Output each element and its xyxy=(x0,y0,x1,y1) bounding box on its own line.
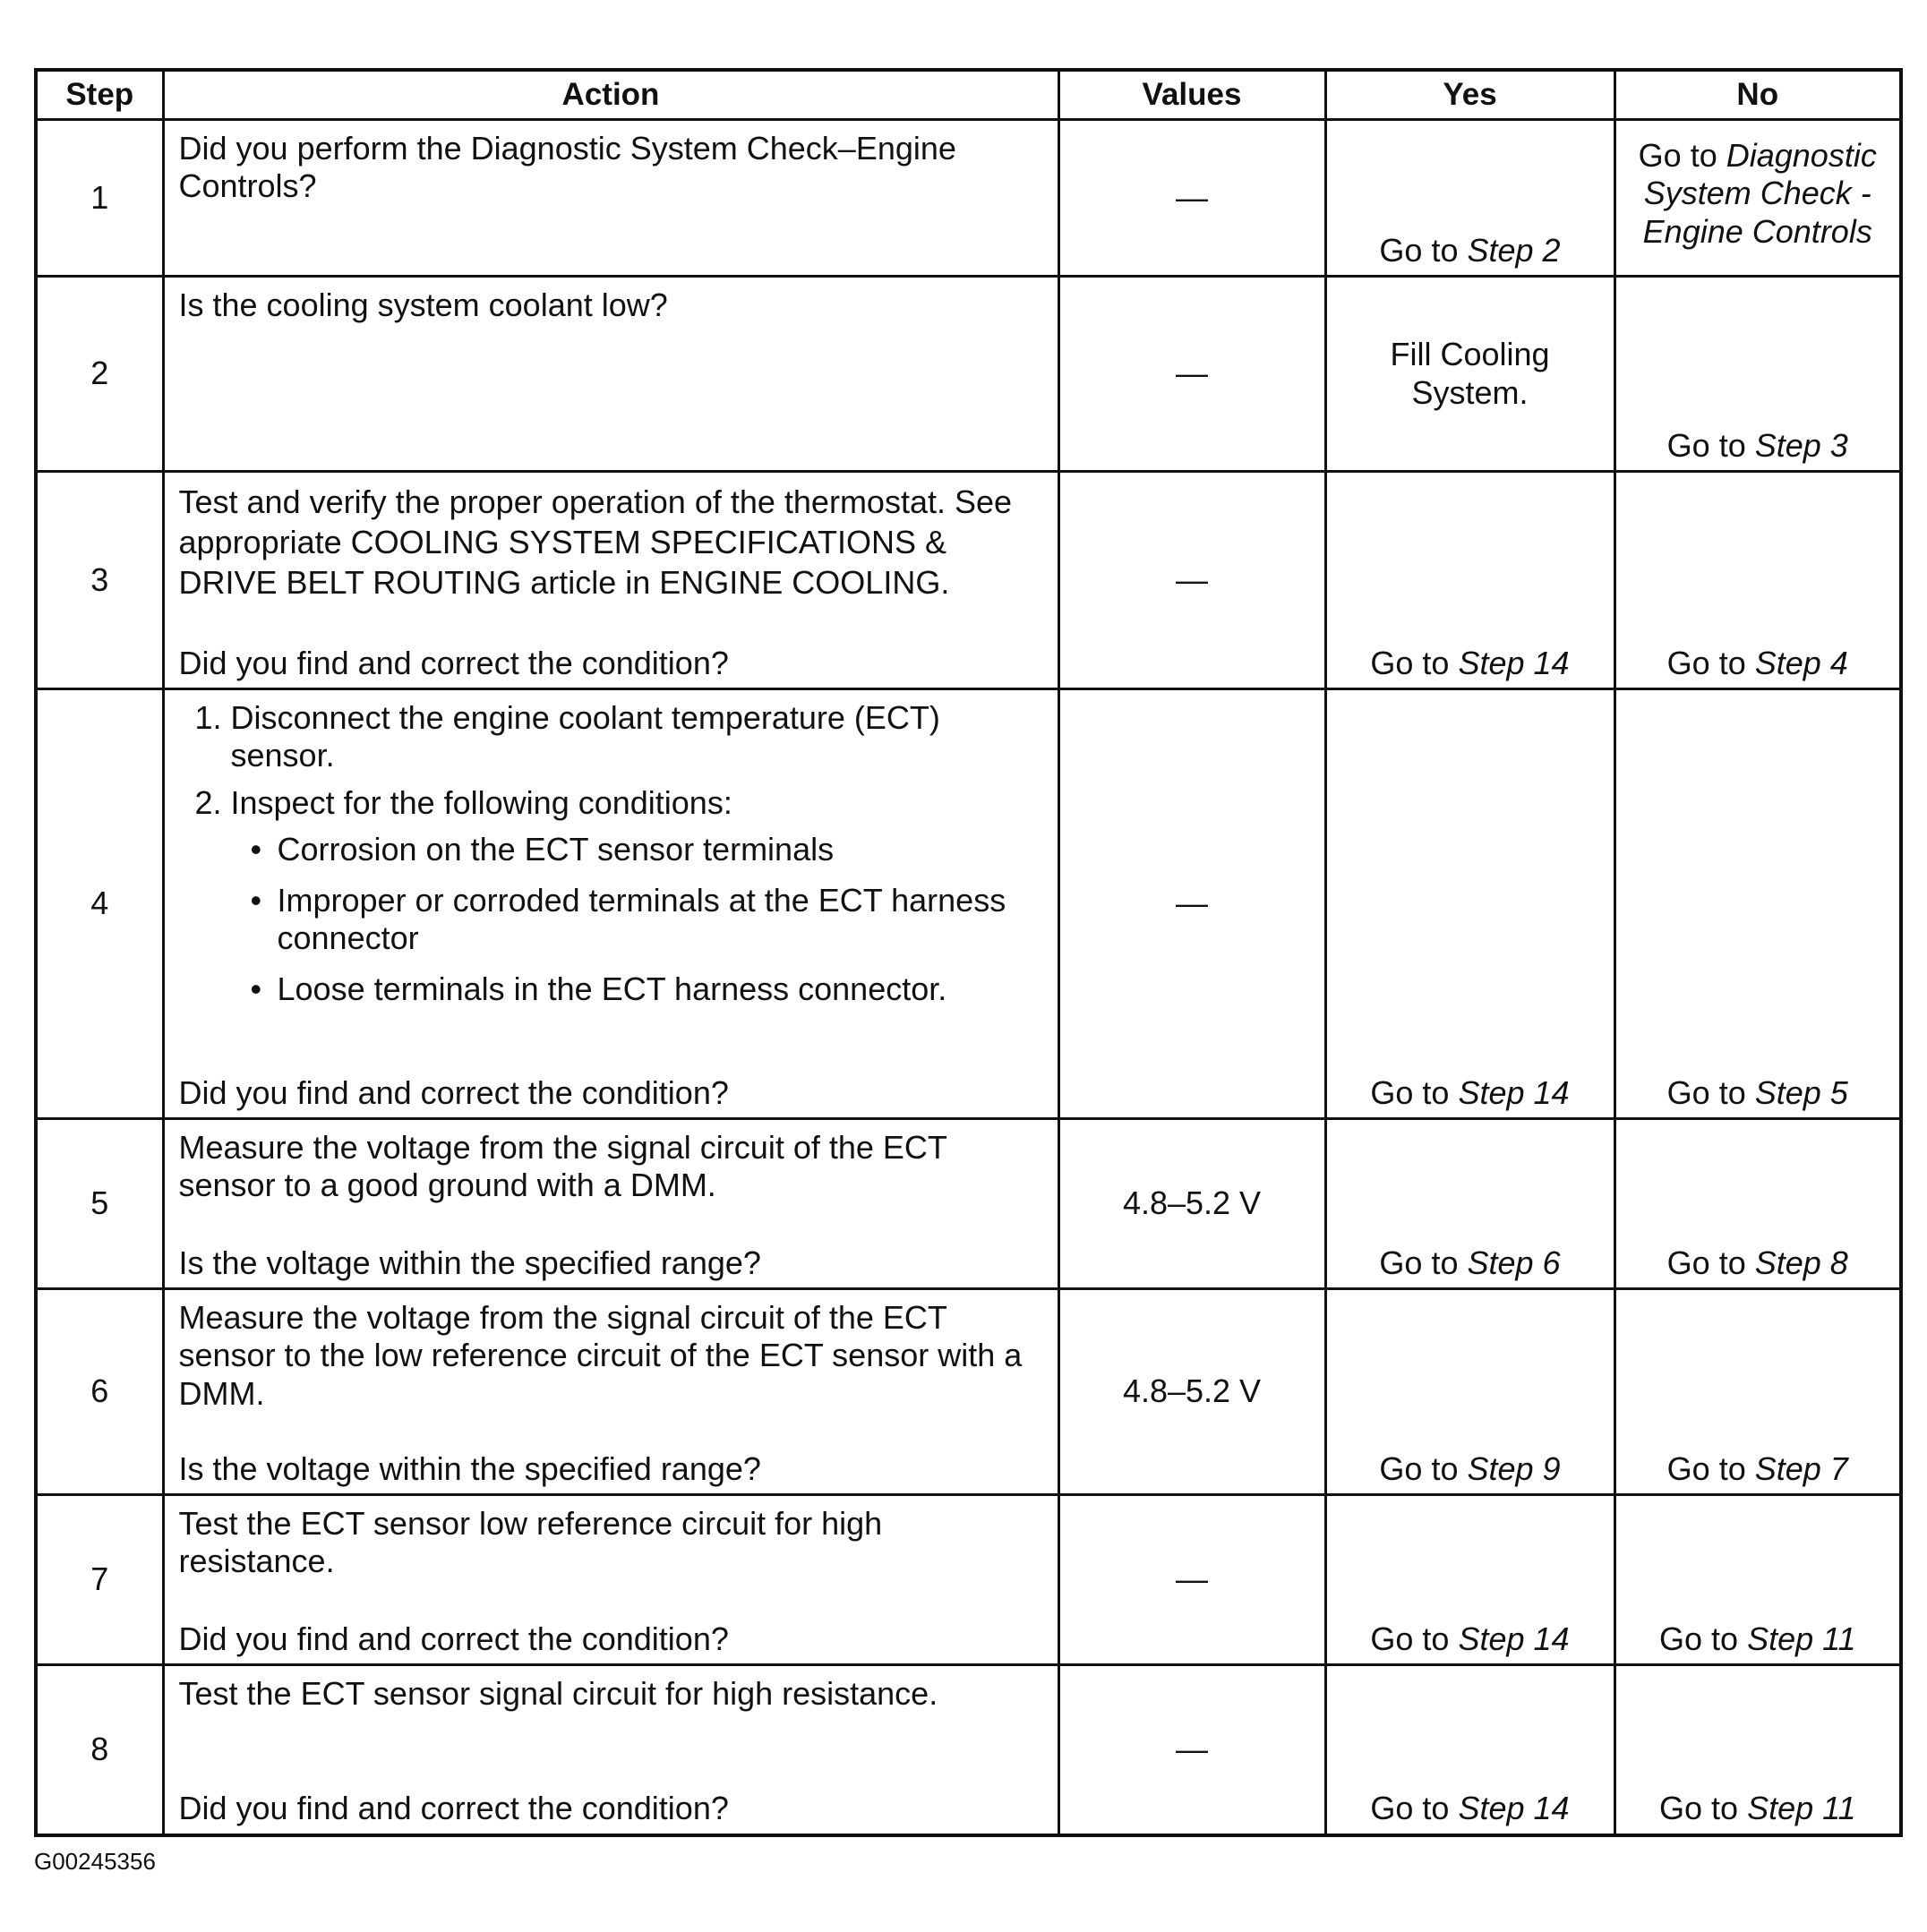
step-number: 5 xyxy=(36,1119,163,1289)
yes-step-link[interactable]: Step 14 xyxy=(1458,644,1570,681)
yes-step-link[interactable]: Step 9 xyxy=(1467,1449,1561,1487)
header-action: Action xyxy=(163,70,1058,120)
yes-step-link[interactable]: Step 14 xyxy=(1458,1073,1570,1111)
no-prefix: Go to xyxy=(1666,1449,1755,1487)
no-cell xyxy=(1614,120,1901,277)
action-question: Did you find and correct the condition? xyxy=(178,1073,729,1111)
list-item: 1. Disconnect the engine coolant temperature (ECT) sensor. xyxy=(231,699,1045,775)
value-cell: 4.8–5.2 V xyxy=(1058,1289,1325,1495)
table-row xyxy=(36,277,1901,472)
no-prefix: Go to xyxy=(1659,1790,1748,1827)
action-cell xyxy=(163,1119,1058,1289)
action-cell xyxy=(163,1495,1058,1665)
no-prefix: Go to xyxy=(1666,426,1755,464)
value-cell: — xyxy=(1058,1665,1325,1835)
no-cell xyxy=(1614,277,1901,472)
list-item: • Improper or corroded terminals at the ECT harness connector xyxy=(278,882,1045,958)
no-prefix: Go to xyxy=(1666,1073,1755,1111)
action-question: Is the voltage within the specified range? xyxy=(178,1244,761,1281)
list-item: • Corrosion on the ECT sensor terminals xyxy=(278,831,1045,868)
value-cell: — xyxy=(1058,277,1325,472)
table-row xyxy=(36,1495,1901,1665)
no-prefix: Go to xyxy=(1666,1244,1755,1281)
no-step-link[interactable]: Step 4 xyxy=(1754,644,1848,681)
diagnostic-table xyxy=(34,68,1903,1837)
no-step-link[interactable]: Step 7 xyxy=(1754,1449,1848,1487)
action-text: Measure the voltage from the signal circuit of the ECT sensor to the low reference circuit of the ECT sensor with a DMM. xyxy=(178,1299,1023,1412)
no-cell xyxy=(1614,1289,1901,1495)
yes-prefix: Go to xyxy=(1379,1244,1468,1281)
yes-cell: Fill Cooling System. xyxy=(1325,277,1614,472)
yes-prefix: Go to xyxy=(1370,1073,1459,1111)
yes-cell xyxy=(1325,1119,1614,1289)
yes-cell xyxy=(1325,1665,1614,1835)
step-number: 4 xyxy=(36,689,163,1119)
procedure-list xyxy=(179,699,1045,1008)
no-step-link[interactable]: Step 11 xyxy=(1747,1620,1856,1657)
yes-prefix: Go to xyxy=(1370,644,1459,681)
yes-step-link[interactable]: Step 14 xyxy=(1458,1790,1570,1827)
action-question: Did you find and correct the condition? xyxy=(178,644,729,681)
step-number: 8 xyxy=(36,1665,163,1835)
no-step-link[interactable]: Step 11 xyxy=(1747,1790,1856,1827)
yes-cell xyxy=(1325,1495,1614,1665)
action-text: Did you perform the Diagnostic System Check–Engine Controls? xyxy=(178,130,956,205)
yes-prefix: Go to xyxy=(1379,231,1468,269)
header-no: No xyxy=(1614,70,1901,120)
no-cell xyxy=(1614,1665,1901,1835)
table-row xyxy=(36,689,1901,1119)
yes-step-link[interactable]: Step 6 xyxy=(1467,1244,1561,1281)
action-cell xyxy=(163,1665,1058,1835)
action-text: Measure the voltage from the signal circuit of the ECT sensor to a good ground with a DMM. xyxy=(178,1129,947,1204)
no-cell xyxy=(1614,689,1901,1119)
yes-prefix: Go to xyxy=(1370,1620,1459,1657)
action-cell xyxy=(163,472,1058,689)
table-row xyxy=(36,1289,1901,1495)
list-item: 2. Inspect for the following conditions: • Corrosion on the ECT sensor terminals • Improper or corroded terminals at the ECT harness connector • Loose terminals in the ECT harness connector. xyxy=(231,784,1045,1008)
action-question: Is the voltage within the specified range? xyxy=(178,1449,761,1487)
yes-step-link[interactable]: Step 2 xyxy=(1467,231,1561,269)
no-prefix: Go to xyxy=(1659,1620,1748,1657)
action-text: Test and verify the proper operation of the thermostat. See appropriate COOLING SYSTEM SPECIFICATIONS & DRIVE BELT ROUTING article in ENGINE COOLING. xyxy=(178,483,1013,601)
value-cell: — xyxy=(1058,689,1325,1119)
table-row xyxy=(36,1119,1901,1289)
header-yes: Yes xyxy=(1325,70,1614,120)
header-row xyxy=(36,70,1901,120)
no-step-link[interactable]: Diagnostic System Check - Engine Controls xyxy=(1642,137,1877,250)
value-cell: 4.8–5.2 V xyxy=(1058,1119,1325,1289)
no-step-link[interactable]: Step 3 xyxy=(1754,426,1848,464)
value-cell: — xyxy=(1058,120,1325,277)
step-number: 7 xyxy=(36,1495,163,1665)
yes-step-link[interactable]: Step 14 xyxy=(1458,1620,1570,1657)
header-step: Step xyxy=(36,70,163,120)
step-number: 6 xyxy=(36,1289,163,1495)
action-cell xyxy=(163,120,1058,277)
step-number: 2 xyxy=(36,277,163,472)
value-cell: — xyxy=(1058,472,1325,689)
action-cell xyxy=(163,277,1058,472)
action-question: Did you find and correct the condition? xyxy=(178,1790,729,1827)
action-cell xyxy=(163,1289,1058,1495)
yes-cell xyxy=(1325,1289,1614,1495)
action-text: Test the ECT sensor low reference circuit for high resistance. xyxy=(178,1505,883,1580)
no-prefix: Go to xyxy=(1638,137,1726,174)
action-text: Test the ECT sensor signal circuit for high resistance. xyxy=(178,1675,938,1712)
no-cell xyxy=(1614,1119,1901,1289)
no-step-link[interactable]: Step 8 xyxy=(1754,1244,1848,1281)
value-cell: — xyxy=(1058,1495,1325,1665)
step-number: 3 xyxy=(36,472,163,689)
action-text: Is the cooling system coolant low? xyxy=(178,286,668,323)
action-question: Did you find and correct the condition? xyxy=(178,1620,729,1657)
list-item: • Loose terminals in the ECT harness connector. xyxy=(278,970,1045,1008)
table-row xyxy=(36,472,1901,689)
figure-id: G00245356 xyxy=(34,1848,156,1875)
step-number: 1 xyxy=(36,120,163,277)
yes-cell xyxy=(1325,689,1614,1119)
yes-cell xyxy=(1325,120,1614,277)
yes-cell xyxy=(1325,472,1614,689)
no-prefix: Go to xyxy=(1666,644,1755,681)
no-step-link[interactable]: Step 5 xyxy=(1754,1073,1848,1111)
table-row xyxy=(36,120,1901,277)
no-cell xyxy=(1614,1495,1901,1665)
yes-prefix: Go to xyxy=(1370,1790,1459,1827)
table-row xyxy=(36,1665,1901,1835)
no-cell xyxy=(1614,472,1901,689)
action-cell xyxy=(163,689,1058,1119)
yes-prefix: Go to xyxy=(1379,1449,1468,1487)
header-values: Values xyxy=(1058,70,1325,120)
condition-list xyxy=(231,831,1045,1008)
